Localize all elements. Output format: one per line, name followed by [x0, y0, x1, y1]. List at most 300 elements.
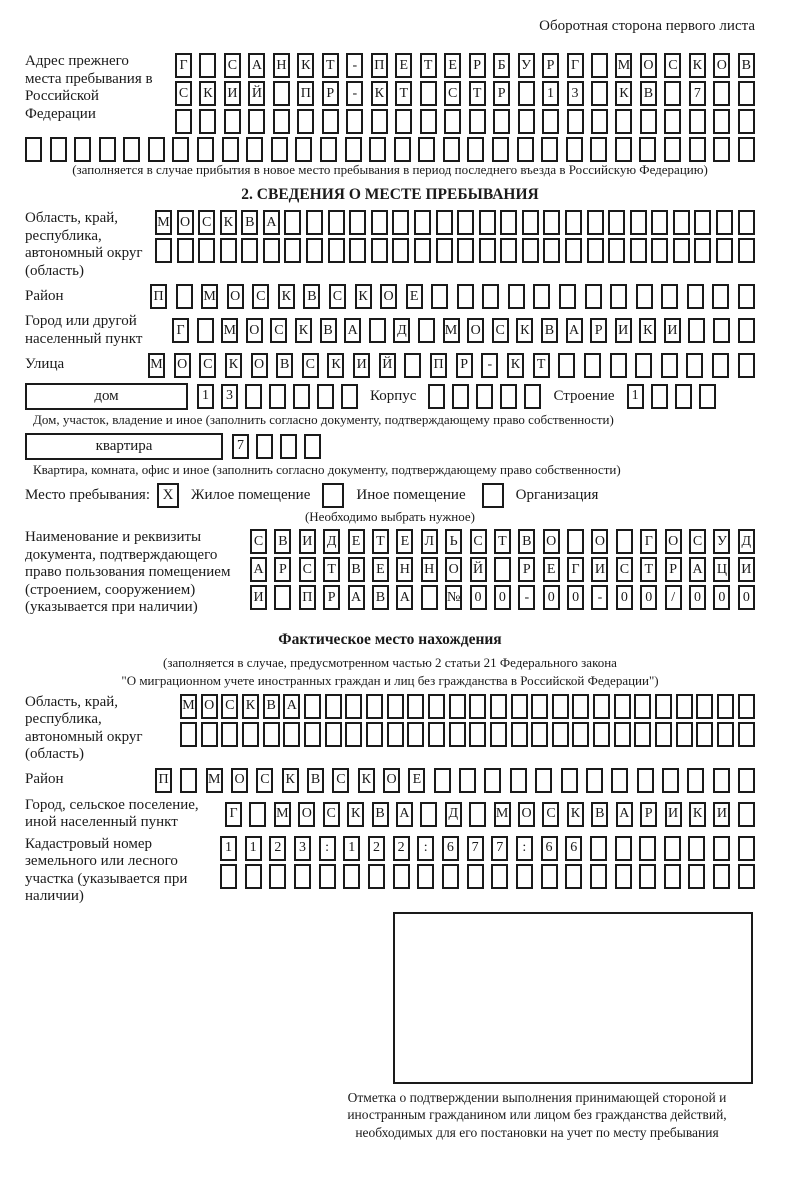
char-box[interactable]: И	[353, 353, 370, 378]
char-box[interactable]: 3	[567, 81, 584, 106]
char-box[interactable]	[689, 137, 706, 162]
char-box[interactable]: Й	[379, 353, 396, 378]
char-box[interactable]	[591, 53, 608, 78]
char-box[interactable]: С	[332, 768, 349, 793]
char-box[interactable]: 0	[616, 585, 633, 610]
char-box[interactable]	[197, 318, 214, 343]
char-box[interactable]	[664, 864, 681, 889]
char-box[interactable]	[615, 137, 632, 162]
char-box[interactable]	[25, 137, 42, 162]
char-box[interactable]	[414, 238, 431, 263]
char-box[interactable]: 0	[689, 585, 706, 610]
char-box[interactable]: 0	[494, 585, 511, 610]
char-box[interactable]: Г	[172, 318, 189, 343]
char-box[interactable]	[688, 836, 705, 861]
char-box[interactable]	[688, 864, 705, 889]
char-box[interactable]	[387, 694, 404, 719]
char-box[interactable]	[345, 694, 362, 719]
char-box[interactable]	[511, 722, 528, 747]
char-box[interactable]	[713, 81, 730, 106]
char-box[interactable]	[543, 210, 560, 235]
char-box[interactable]	[428, 694, 445, 719]
char-box[interactable]	[341, 384, 358, 409]
char-box[interactable]: П	[299, 585, 316, 610]
char-box[interactable]	[469, 802, 486, 827]
char-box[interactable]	[197, 137, 214, 162]
char-box[interactable]	[387, 722, 404, 747]
char-box[interactable]: Й	[470, 557, 487, 582]
char-box[interactable]	[738, 284, 755, 309]
char-box[interactable]: Р	[542, 53, 559, 78]
char-box[interactable]: 1	[220, 836, 237, 861]
char-box[interactable]	[639, 864, 656, 889]
char-box[interactable]	[615, 864, 632, 889]
char-box[interactable]	[222, 137, 239, 162]
char-box[interactable]: С	[175, 81, 192, 106]
char-box[interactable]	[242, 722, 259, 747]
char-box[interactable]	[249, 802, 266, 827]
char-box[interactable]: А	[250, 557, 267, 582]
char-box[interactable]: /	[665, 585, 682, 610]
char-box[interactable]	[664, 836, 681, 861]
char-box[interactable]	[567, 109, 584, 134]
char-box[interactable]: А	[348, 585, 365, 610]
char-box[interactable]	[614, 694, 631, 719]
char-box[interactable]	[201, 722, 218, 747]
char-box[interactable]	[198, 238, 215, 263]
checkbox-organization[interactable]	[482, 483, 504, 508]
char-box[interactable]: А	[566, 318, 583, 343]
char-box[interactable]	[585, 284, 602, 309]
char-box[interactable]	[694, 210, 711, 235]
char-box[interactable]	[584, 353, 601, 378]
char-box[interactable]	[490, 694, 507, 719]
char-box[interactable]: С	[256, 768, 273, 793]
char-box[interactable]	[586, 768, 603, 793]
char-box[interactable]	[50, 137, 67, 162]
char-box[interactable]	[676, 694, 693, 719]
char-box[interactable]: Т	[533, 353, 550, 378]
char-box[interactable]: Т	[469, 81, 486, 106]
char-box[interactable]: О	[713, 53, 730, 78]
char-box[interactable]	[634, 722, 651, 747]
char-box[interactable]	[293, 384, 310, 409]
char-box[interactable]	[245, 864, 262, 889]
char-box[interactable]: 2	[368, 836, 385, 861]
char-box[interactable]: -	[346, 81, 363, 106]
char-box[interactable]: Й	[248, 81, 265, 106]
char-box[interactable]: В	[591, 802, 608, 827]
char-box[interactable]	[655, 694, 672, 719]
char-box[interactable]	[256, 434, 273, 459]
char-box[interactable]: И	[591, 557, 608, 582]
char-box[interactable]	[524, 384, 541, 409]
char-box[interactable]: К	[358, 768, 375, 793]
char-box[interactable]	[738, 318, 755, 343]
char-box[interactable]	[479, 210, 496, 235]
char-box[interactable]: Р	[665, 557, 682, 582]
char-box[interactable]	[664, 81, 681, 106]
char-box[interactable]	[610, 353, 627, 378]
char-box[interactable]	[484, 768, 501, 793]
char-box[interactable]	[469, 722, 486, 747]
char-box[interactable]	[369, 318, 386, 343]
char-box[interactable]	[651, 238, 668, 263]
char-box[interactable]	[306, 238, 323, 263]
char-box[interactable]: 0	[543, 585, 560, 610]
char-box[interactable]	[263, 238, 280, 263]
char-box[interactable]	[608, 238, 625, 263]
char-box[interactable]	[394, 137, 411, 162]
char-box[interactable]	[673, 238, 690, 263]
char-box[interactable]	[283, 722, 300, 747]
char-box[interactable]	[738, 210, 755, 235]
char-box[interactable]: Т	[494, 529, 511, 554]
char-box[interactable]	[518, 109, 535, 134]
char-box[interactable]: П	[371, 53, 388, 78]
char-box[interactable]: В	[518, 529, 535, 554]
char-box[interactable]: С	[199, 353, 216, 378]
char-box[interactable]: М	[274, 802, 291, 827]
char-box[interactable]	[590, 137, 607, 162]
char-box[interactable]: И	[738, 557, 755, 582]
char-box[interactable]	[673, 210, 690, 235]
char-box[interactable]: О	[231, 768, 248, 793]
char-box[interactable]	[274, 585, 291, 610]
char-box[interactable]	[590, 836, 607, 861]
char-box[interactable]	[511, 694, 528, 719]
char-box[interactable]: Е	[348, 529, 365, 554]
char-box[interactable]	[713, 864, 730, 889]
char-box[interactable]: О	[518, 802, 535, 827]
char-box[interactable]	[717, 722, 734, 747]
char-box[interactable]: О	[251, 353, 268, 378]
char-box[interactable]: В	[276, 353, 293, 378]
char-box[interactable]: Р	[590, 318, 607, 343]
char-box[interactable]	[345, 722, 362, 747]
char-box[interactable]: О	[543, 529, 560, 554]
char-box[interactable]: К	[689, 802, 706, 827]
char-box[interactable]	[467, 864, 484, 889]
char-box[interactable]: К	[225, 353, 242, 378]
char-box[interactable]	[676, 722, 693, 747]
char-box[interactable]	[393, 864, 410, 889]
char-box[interactable]	[696, 694, 713, 719]
char-box[interactable]	[273, 109, 290, 134]
char-box[interactable]: К	[327, 353, 344, 378]
char-box[interactable]: Е	[396, 529, 413, 554]
char-box[interactable]	[610, 284, 627, 309]
char-box[interactable]	[694, 238, 711, 263]
char-box[interactable]: И	[224, 81, 241, 106]
char-box[interactable]	[246, 137, 263, 162]
char-box[interactable]: Д	[445, 802, 462, 827]
char-box[interactable]: П	[297, 81, 314, 106]
char-box[interactable]	[639, 836, 656, 861]
char-box[interactable]: 6	[442, 836, 459, 861]
char-box[interactable]	[280, 434, 297, 459]
char-box[interactable]	[635, 353, 652, 378]
char-box[interactable]	[713, 109, 730, 134]
char-box[interactable]: О	[591, 529, 608, 554]
char-box[interactable]: :	[516, 836, 533, 861]
char-box[interactable]	[175, 109, 192, 134]
char-box[interactable]: 0	[713, 585, 730, 610]
char-box[interactable]	[343, 864, 360, 889]
char-box[interactable]	[368, 864, 385, 889]
char-box[interactable]: С	[444, 81, 461, 106]
char-box[interactable]	[224, 109, 241, 134]
char-box[interactable]: Е	[406, 284, 423, 309]
char-box[interactable]	[407, 722, 424, 747]
char-box[interactable]	[476, 384, 493, 409]
char-box[interactable]: :	[319, 836, 336, 861]
char-box[interactable]: О	[246, 318, 263, 343]
char-box[interactable]: В	[348, 557, 365, 582]
char-box[interactable]: С	[616, 557, 633, 582]
char-box[interactable]: А	[248, 53, 265, 78]
char-box[interactable]: О	[298, 802, 315, 827]
char-box[interactable]	[493, 109, 510, 134]
char-box[interactable]: О	[665, 529, 682, 554]
char-box[interactable]	[561, 768, 578, 793]
char-box[interactable]	[420, 81, 437, 106]
char-box[interactable]	[518, 81, 535, 106]
char-box[interactable]: Р	[518, 557, 535, 582]
char-box[interactable]	[630, 238, 647, 263]
char-box[interactable]: О	[227, 284, 244, 309]
char-box[interactable]: П	[430, 353, 447, 378]
char-box[interactable]	[431, 284, 448, 309]
char-box[interactable]	[245, 384, 262, 409]
char-box[interactable]: Г	[175, 53, 192, 78]
char-box[interactable]: Г	[225, 802, 242, 827]
char-box[interactable]	[655, 722, 672, 747]
char-box[interactable]	[418, 137, 435, 162]
char-box[interactable]: 7	[232, 434, 249, 459]
char-box[interactable]	[517, 137, 534, 162]
char-box[interactable]	[304, 694, 321, 719]
char-box[interactable]	[220, 864, 237, 889]
char-box[interactable]: Т	[420, 53, 437, 78]
char-box[interactable]: К	[297, 53, 314, 78]
char-box[interactable]: С	[664, 53, 681, 78]
char-box[interactable]	[74, 137, 91, 162]
char-box[interactable]: О	[383, 768, 400, 793]
char-box[interactable]	[221, 722, 238, 747]
char-box[interactable]: О	[380, 284, 397, 309]
char-box[interactable]: О	[467, 318, 484, 343]
char-box[interactable]: -	[481, 353, 498, 378]
char-box[interactable]: 2	[393, 836, 410, 861]
char-box[interactable]: В	[303, 284, 320, 309]
checkbox-other-premises[interactable]	[322, 483, 344, 508]
char-box[interactable]: К	[199, 81, 216, 106]
char-box[interactable]	[177, 238, 194, 263]
char-box[interactable]	[593, 722, 610, 747]
char-box[interactable]	[587, 238, 604, 263]
char-box[interactable]	[180, 722, 197, 747]
char-box[interactable]: К	[347, 802, 364, 827]
char-box[interactable]: С	[492, 318, 509, 343]
char-box[interactable]	[404, 353, 421, 378]
char-box[interactable]	[449, 722, 466, 747]
char-box[interactable]	[591, 81, 608, 106]
char-box[interactable]	[407, 694, 424, 719]
char-box[interactable]	[99, 137, 116, 162]
char-box[interactable]	[738, 864, 755, 889]
char-box[interactable]: К	[278, 284, 295, 309]
char-box[interactable]: 1	[542, 81, 559, 106]
char-box[interactable]	[469, 109, 486, 134]
char-box[interactable]	[269, 864, 286, 889]
char-box[interactable]	[615, 109, 632, 134]
char-box[interactable]	[662, 768, 679, 793]
char-box[interactable]	[636, 284, 653, 309]
char-box[interactable]: Т	[395, 81, 412, 106]
char-box[interactable]: П	[155, 768, 172, 793]
char-box[interactable]	[716, 238, 733, 263]
char-box[interactable]	[542, 109, 559, 134]
char-box[interactable]	[349, 238, 366, 263]
char-box[interactable]	[325, 694, 342, 719]
char-box[interactable]: Д	[323, 529, 340, 554]
char-box[interactable]	[688, 318, 705, 343]
char-box[interactable]	[661, 284, 678, 309]
char-box[interactable]	[434, 768, 451, 793]
char-box[interactable]: Е	[395, 53, 412, 78]
char-box[interactable]: К	[355, 284, 372, 309]
char-box[interactable]: В	[640, 81, 657, 106]
char-box[interactable]: В	[372, 585, 389, 610]
char-box[interactable]: №	[445, 585, 462, 610]
char-box[interactable]	[345, 137, 362, 162]
char-box[interactable]	[565, 238, 582, 263]
char-box[interactable]: А	[689, 557, 706, 582]
char-box[interactable]	[611, 768, 628, 793]
char-box[interactable]	[699, 384, 716, 409]
char-box[interactable]: -	[591, 585, 608, 610]
char-box[interactable]: А	[396, 585, 413, 610]
char-box[interactable]	[241, 238, 258, 263]
char-box[interactable]	[444, 109, 461, 134]
char-box[interactable]	[155, 238, 172, 263]
char-box[interactable]: К	[507, 353, 524, 378]
char-box[interactable]	[713, 836, 730, 861]
char-box[interactable]	[328, 210, 345, 235]
char-box[interactable]: А	[283, 694, 300, 719]
char-box[interactable]	[269, 384, 286, 409]
char-box[interactable]: 3	[221, 384, 238, 409]
char-box[interactable]: К	[615, 81, 632, 106]
char-box[interactable]	[469, 694, 486, 719]
char-box[interactable]	[661, 353, 678, 378]
char-box[interactable]	[271, 137, 288, 162]
char-box[interactable]	[630, 210, 647, 235]
char-box[interactable]	[263, 722, 280, 747]
char-box[interactable]	[500, 384, 517, 409]
char-box[interactable]	[284, 210, 301, 235]
char-box[interactable]	[176, 284, 193, 309]
char-box[interactable]	[687, 768, 704, 793]
char-box[interactable]	[572, 694, 589, 719]
char-box[interactable]: С	[470, 529, 487, 554]
char-box[interactable]: Р	[640, 802, 657, 827]
char-box[interactable]	[328, 238, 345, 263]
char-box[interactable]	[572, 722, 589, 747]
char-box[interactable]	[395, 109, 412, 134]
char-box[interactable]	[738, 81, 755, 106]
char-box[interactable]	[566, 137, 583, 162]
char-box[interactable]	[304, 722, 321, 747]
char-box[interactable]: М	[148, 353, 165, 378]
char-box[interactable]	[713, 137, 730, 162]
char-box[interactable]: Е	[408, 768, 425, 793]
char-box[interactable]: К	[689, 53, 706, 78]
char-box[interactable]	[558, 353, 575, 378]
char-box[interactable]	[664, 109, 681, 134]
char-box[interactable]	[508, 284, 525, 309]
char-box[interactable]: М	[615, 53, 632, 78]
char-box[interactable]: М	[443, 318, 460, 343]
char-box[interactable]: М	[201, 284, 218, 309]
char-box[interactable]: А	[396, 802, 413, 827]
char-box[interactable]	[713, 768, 730, 793]
char-box[interactable]: И	[713, 802, 730, 827]
char-box[interactable]	[651, 384, 668, 409]
char-box[interactable]: О	[174, 353, 191, 378]
char-box[interactable]	[457, 210, 474, 235]
char-box[interactable]: В	[274, 529, 291, 554]
char-box[interactable]: В	[541, 318, 558, 343]
char-box[interactable]	[615, 836, 632, 861]
checkbox-residential[interactable]: X	[157, 483, 179, 508]
char-box[interactable]	[317, 384, 334, 409]
char-box[interactable]	[552, 722, 569, 747]
char-box[interactable]: С	[270, 318, 287, 343]
char-box[interactable]: П	[150, 284, 167, 309]
char-box[interactable]	[738, 722, 755, 747]
char-box[interactable]: У	[518, 53, 535, 78]
char-box[interactable]: Н	[421, 557, 438, 582]
char-box[interactable]	[531, 694, 548, 719]
char-box[interactable]	[510, 768, 527, 793]
char-box[interactable]	[349, 210, 366, 235]
char-box[interactable]: В	[320, 318, 337, 343]
char-box[interactable]	[482, 284, 499, 309]
char-box[interactable]	[717, 694, 734, 719]
char-box[interactable]: -	[346, 53, 363, 78]
char-box[interactable]: К	[371, 81, 388, 106]
char-box[interactable]	[608, 210, 625, 235]
flat-type-box[interactable]: квартира	[25, 433, 223, 460]
char-box[interactable]: С	[252, 284, 269, 309]
char-box[interactable]: С	[299, 557, 316, 582]
char-box[interactable]: Р	[493, 81, 510, 106]
char-box[interactable]: К	[639, 318, 656, 343]
char-box[interactable]	[467, 137, 484, 162]
char-box[interactable]: Л	[421, 529, 438, 554]
char-box[interactable]	[442, 864, 459, 889]
char-box[interactable]	[371, 210, 388, 235]
char-box[interactable]	[541, 137, 558, 162]
char-box[interactable]: У	[713, 529, 730, 554]
char-box[interactable]	[492, 137, 509, 162]
char-box[interactable]	[634, 694, 651, 719]
char-box[interactable]: А	[616, 802, 633, 827]
char-box[interactable]: И	[299, 529, 316, 554]
char-box[interactable]: Д	[738, 529, 755, 554]
